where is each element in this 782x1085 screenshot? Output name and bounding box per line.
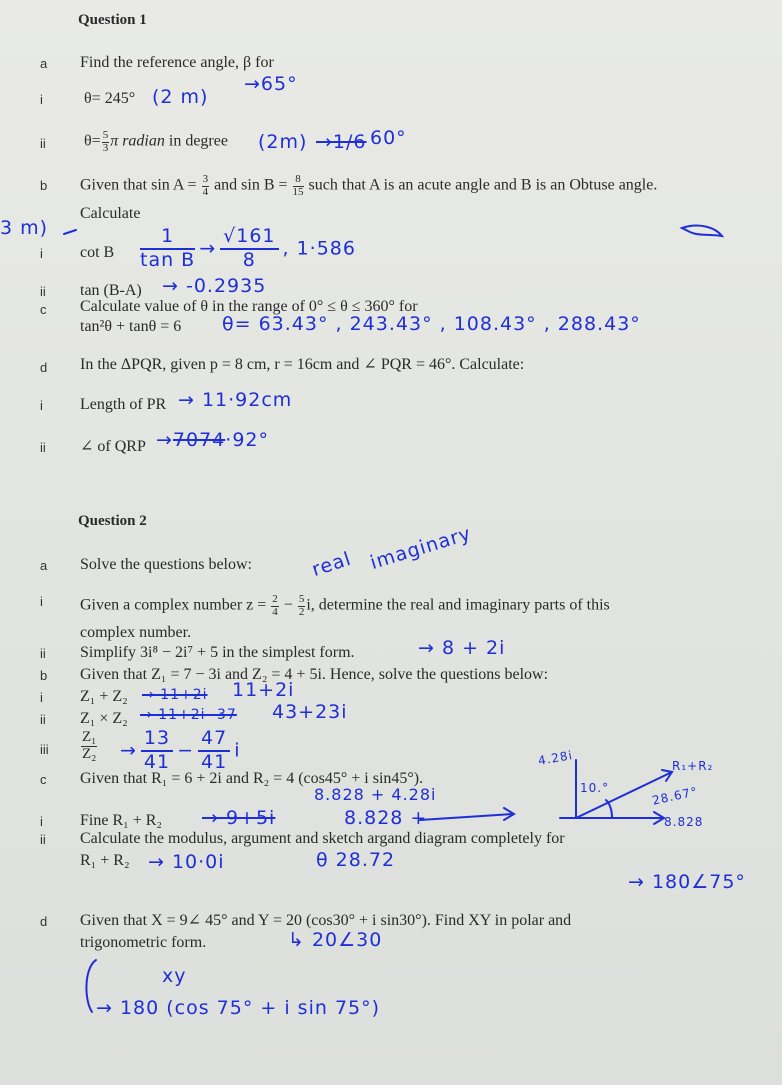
q1ai-expr: θ= 245° bbox=[84, 90, 136, 107]
q2d-text-2: trigonometric form. bbox=[80, 934, 207, 951]
q2bii-label: ii bbox=[40, 712, 46, 727]
q1dii-hw-answer: →7074·92° bbox=[156, 429, 269, 451]
sketch-imag-label: 4.28i bbox=[536, 748, 574, 768]
q1bii-label: ii bbox=[40, 284, 46, 299]
q2ci-label: i bbox=[40, 814, 43, 829]
q2cii-hw-argument: θ 28.72 bbox=[316, 849, 396, 871]
q2-hw-polar-answer: → 180∠75° bbox=[628, 871, 746, 893]
q2ci-hw-answer: 8.828 + bbox=[344, 807, 428, 829]
q2aii-label: ii bbox=[40, 646, 46, 661]
q1dii-text: ∠ of QRP bbox=[80, 438, 146, 455]
question-2-title: Question 2 bbox=[78, 513, 147, 529]
q2c-arrow-shaft bbox=[420, 814, 512, 820]
q2d-bracket bbox=[86, 960, 96, 1012]
q1bi-hw-recip: $\frac{1}{\text{tan B}}$ → $\frac{√161}{8}$ , 1·586 bbox=[140, 225, 356, 271]
q1b-hw-margin: 3 m) bbox=[0, 217, 49, 239]
q2ci-text: Fine R₁ + R₂ bbox=[80, 812, 162, 829]
sketch-real-label: 8.828 bbox=[664, 815, 704, 829]
q2bi-text: Z₁ + Z₂ bbox=[80, 688, 128, 705]
q1aii-label: ii bbox=[40, 136, 46, 151]
q1bi-label: i bbox=[40, 246, 43, 261]
q2c-hw-conversion: 8.828 + 4.28i bbox=[314, 785, 437, 804]
sketch-angle-label: 10.° bbox=[580, 781, 610, 795]
q2d-text: Given that X = 9∠ 45° and Y = 20 (cos30° + i sin30°). Find XY in polar and bbox=[80, 912, 572, 929]
q2ai-text-2: complex number. bbox=[80, 624, 192, 641]
q2bii-text: Z₁ × Z₂ bbox=[80, 710, 128, 727]
q1b-label: b bbox=[40, 178, 48, 193]
question-1-title: Question 1 bbox=[78, 12, 147, 28]
q1di-hw-answer: → 11·92cm bbox=[178, 389, 293, 411]
q2d-hw-trig: → 180 (cos 75° + i sin 75°) bbox=[96, 997, 381, 1019]
q1di-label: i bbox=[40, 398, 43, 413]
q1bii-text: tan (B-A) bbox=[80, 282, 142, 299]
q2c-text: Given that R₁ = 6 + 2i and R₂ = 4 (cos45° + i sin45°). bbox=[80, 770, 424, 787]
q1d-label: d bbox=[40, 360, 48, 375]
q2bii-hw-strike: → 11+2i -37 bbox=[140, 707, 237, 723]
q1c-label: c bbox=[40, 302, 47, 317]
q2d-hw-y: ↳ 20∠30 bbox=[288, 929, 383, 951]
q2biii-hw-answer: → $\frac{13}{41}$ − $\frac{47}{41}$ i bbox=[120, 727, 241, 773]
q1c-text: Calculate value of θ in the range of 0° ≤ θ ≤ 360° for bbox=[80, 298, 418, 315]
q2bi-hw-strike: → 11+2i bbox=[142, 687, 208, 703]
q2ai-text: Given a complex number z = $\frac{2}{4}$ − $\frac{5}{2}$ i, determine the real and imaginary parts of this bbox=[80, 593, 610, 618]
q1b-given: Given that sin A = $\frac{3}{4}$ and sin B = $\frac{8}{15}$ such that A is an acute angle and B is an Obtuse angle. bbox=[80, 173, 658, 198]
q2biii-label: iii bbox=[40, 742, 49, 757]
q1c-hw-answer: θ= 63.43° , 243.43° , 108.43° , 288.43° bbox=[222, 313, 641, 335]
q2a-hw-real: real bbox=[309, 547, 355, 581]
q2b-text: Given that Z₁ = 7 − 3i and Z₂ = 4 + 5i. Hence, solve the questions below: bbox=[80, 666, 549, 683]
q2biii-fraction: $\frac{\text{Z₁}}{\text{Z₂}}$ bbox=[82, 729, 97, 762]
q1a-label: a bbox=[40, 56, 48, 71]
q1b-margin-dash bbox=[64, 230, 76, 234]
q2cii-label: ii bbox=[40, 832, 46, 847]
q2cii-hw-modulus: → 10·0i bbox=[148, 851, 225, 873]
q2aii-hw-answer: → 8 + 2i bbox=[418, 637, 506, 659]
q2a-label: a bbox=[40, 558, 48, 573]
sketch-arg-label: 28.67° bbox=[650, 784, 700, 808]
q2b-label: b bbox=[40, 668, 48, 683]
q1ai-hw-marks: (2 m) bbox=[152, 86, 209, 108]
sketch-sum-label: R₁+R₂ bbox=[672, 759, 714, 773]
q2a-text: Solve the questions below: bbox=[80, 556, 252, 573]
q1aii-expr: θ= $\frac{5}{3}$ π radian in degree bbox=[84, 129, 228, 154]
q2cii-text-2: R₁ + R₂ bbox=[80, 852, 130, 869]
q1aii-hw-marks: (2m) bbox=[258, 131, 308, 153]
q1b-scribble bbox=[682, 226, 722, 236]
q1d-text: In the ΔPQR, given p = 8 cm, r = 16cm and ∠ PQR = 46°. Calculate: bbox=[80, 356, 525, 373]
q1c-equation: tan²θ + tanθ = 6 bbox=[80, 318, 182, 335]
q2bi-hw-answer: 11+2i bbox=[232, 679, 295, 701]
q2d-label: d bbox=[40, 914, 48, 929]
q2cii-text: Calculate the modulus, argument and sketch argand diagram completely for bbox=[80, 830, 565, 847]
q2ci-hw-strike: → 9+5i bbox=[202, 807, 276, 829]
q1b-calculate: Calculate bbox=[80, 205, 141, 222]
q2c-label: c bbox=[40, 772, 47, 787]
q2ai-label: i bbox=[40, 594, 43, 609]
q1bii-hw-answer: → -0.2935 bbox=[162, 275, 267, 297]
argand-vector bbox=[576, 772, 672, 818]
q2aii-text: Simplify 3i⁸ − 2i⁷ + 5 in the simplest form. bbox=[80, 644, 355, 661]
q1aii-hw-answer: 60° bbox=[370, 127, 407, 149]
q1a-prompt: Find the reference angle, β for bbox=[80, 54, 274, 71]
q1aii-hw-strike: →1/6 bbox=[316, 131, 367, 153]
q2bi-label: i bbox=[40, 690, 43, 705]
q1ai-hw-answer: →65° bbox=[244, 73, 298, 95]
q2d-hw-xy: xy bbox=[162, 965, 187, 987]
q1ai-label: i bbox=[40, 92, 43, 107]
q2a-hw-imaginary: imaginary bbox=[367, 522, 474, 574]
q2bii-hw-answer: 43+23i bbox=[272, 701, 348, 723]
q1dii-label: ii bbox=[40, 440, 46, 455]
q1di-text: Length of PR bbox=[80, 396, 167, 413]
q1bi-text: cot B bbox=[80, 244, 115, 261]
